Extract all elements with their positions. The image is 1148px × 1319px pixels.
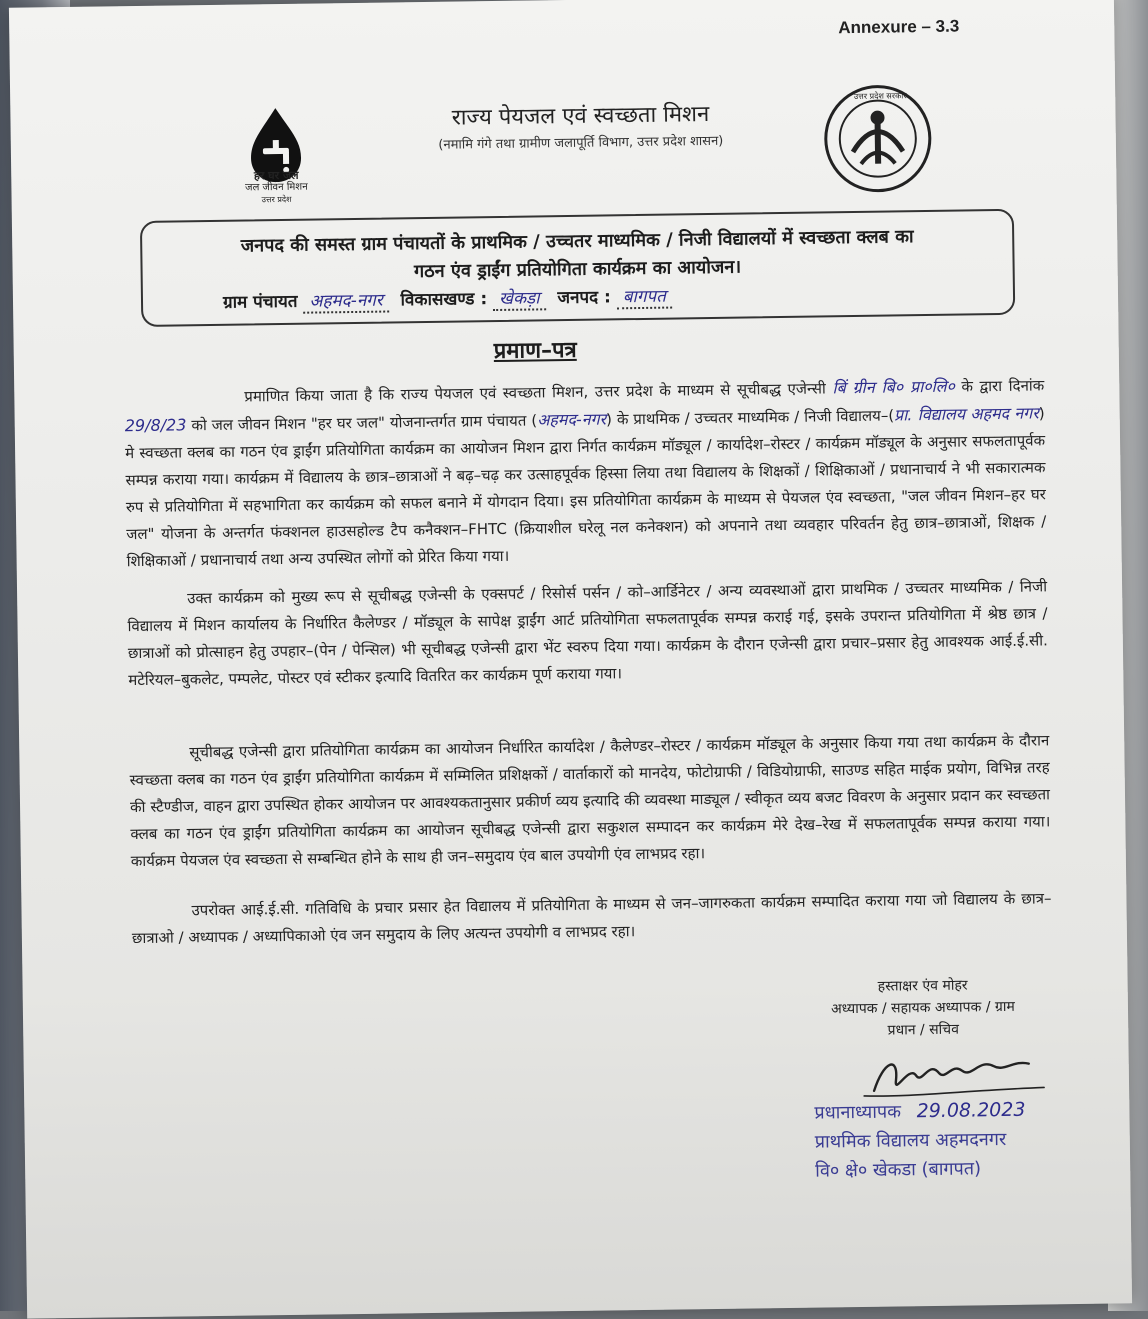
gram-panchayat-label: ग्राम पंचायत: [222, 291, 298, 313]
mission-subtitle: (नमामि गंगे तथा ग्रामीण जलापूर्ति विभाग, उत्तर प्रदेश शासन): [438, 133, 724, 153]
stamp-block-district: वि० क्षे० खेकडा (बागपत): [815, 1158, 982, 1182]
logo-line-jal-jeevan: जल जीवन मिशन: [245, 181, 308, 194]
p1-handwritten-gram: अहमद-नगर: [536, 409, 607, 430]
banner-line-1: जनपद की समस्त ग्राम पंचायतों के प्राथमिक / उच्चतर माध्यमिक / निजी विद्यालयों में स्वच्छता क्लब का: [240, 226, 914, 257]
signature-line-2: अध्यापक / सहायक अध्यापक / ग्राम: [830, 998, 1015, 1018]
p1-text-e: ) मे स्वच्छता क्लब का गठन एंव ड्राईंग प्रतियोगिता कार्यक्रम का आयोजन मिशन द्वारा निर्गत कार्यक्रम मॉड्यूल / कार्यादेश–रोस्टर / कार्यक्रम मॉड्यूल के अनुसार सफलतापूर्वक सम्पन्न कराया गया। कार्यक्रम में विद्यालय के छात्र–छात्राओं ने बढ़–चढ़ कर उत्साहपूर्वक हिस्सा लिया तथा विद्यालय के शिक्षकों / शिक्षिकाओं / प्रधानाचार्य ने भी सकारात्मक रुप से प्रतियोगिता में सहभागिता कर कार्यक्रम को सफल बनाने में योगदान दिया। इस प्रतियोगिता कार्यक्रम के माध्यम से पेयजल एंव स्वच्छता, "जल जीवन मिशन–हर घर जल" योजना के अन्तर्गत फंक्शनल हाउसहोल्ड टैप कनैक्शन–FHTC (क्रियाशील घरेलू नल कनेक्शन) को अपनाने तथा व्यवहार परिवर्तन हेतु छात्र–छात्राओं, शिक्षक / शिक्षिकाओं / प्रधानाचार्य तथा अन्य उपस्थित लोगों को प्रेरित किया गया।: [125, 404, 1047, 571]
subject-banner: [140, 209, 1015, 327]
jal-jeevan-mission-logo: [220, 105, 331, 207]
annexure-label: Annexure – 3.3: [838, 16, 960, 38]
certificate-page: [9, 0, 1132, 1319]
stamp-designation: प्रधानाध्यापक: [814, 1101, 902, 1124]
stamp-school-name: प्राथमिक विद्यालय अहमदनगर: [814, 1128, 1007, 1153]
p1-handwritten-agency: बिं ग्रीन बि० प्रा०लि०: [832, 376, 956, 398]
vikaskhand-value: खेकड़ा: [498, 288, 540, 309]
paragraph-3: सूचीबद्ध एजेन्सी द्वारा प्रतियोगिता कार्यक्रम का आयोजन निर्धारित कार्यादेश / कैलेण्डर–रोस्टर / कार्यक्रम मॉड्यूल के अनुसार किया गया तथा कार्यक्रम के दौरान स्वच्छता क्लब का गठन एंव ड्राईंग प्रतियोगिता कार्यक्रम में सम्मिलित प्रशिक्षकों / वार्ताकारों को मानदेय, फोटोग्राफी / विडियोग्राफी, साउण्ड सहित माईक प्रयोग, विभिन्न तरह की स्टैण्डीज, वाहन द्वारा उपस्थित होकर आयोजन पर आवश्यकतानुसार प्रकीर्ण व्यय इत्यादि की व्यवस्था माड्यूल / स्वीकृत व्यय बजट विवरण के अनुसार प्रदान कर स्वच्छता क्लब का गठन एंव ड्राईंग प्रतियोगिता कार्यक्रम का आयोजन सूचीबद्ध एजेन्सी द्वारा सकुशल सम्पादन कर कार्यक्रम मेरे देख–रेख में सफलतापूर्वक सम्पन्न कराया गया। कार्यक्रम पेयजल एंव स्वच्छता से सम्बन्धित होने के साथ ही जन–समुदाय एंव बाल उपयोगी एंव लाभप्रद रहा।: [129, 731, 1051, 871]
p1-text-a: प्रमाणित किया जाता है कि राज्य पेयजल एवं स्वच्छता मिशन, उत्तर प्रदेश के माध्यम से सूचीबद्ध एजेन्सी: [244, 379, 826, 406]
school-stamp: [814, 1095, 1105, 1186]
banner-location-line: [223, 284, 672, 315]
stamp-date: 29.08.2023: [916, 1098, 1026, 1123]
signature-line-3: प्रधान / सचिव: [887, 1021, 960, 1039]
p1-handwritten-date: 29/8/23: [124, 415, 187, 436]
p1-text-c: को जल जीवन मिशन "हर घर जल" योजनान्तर्गत ग्राम पंचायत (: [191, 411, 538, 435]
banner-line-2: गठन एंव ड्राईंग प्रतियोगिता कार्यक्रम का आयोजन।: [413, 256, 742, 283]
signature-line-1: हस्ताक्षर एंव मोहर: [877, 977, 968, 995]
certificate-title: प्रमाण–पत्र: [493, 337, 577, 365]
janpad-label: जनपद :: [557, 287, 612, 309]
paragraph-1: [124, 371, 1047, 575]
paragraph-2: उक्त कार्यक्रम को मुख्य रूप से सूचीबद्ध एजेन्सी के एक्सपर्ट / रिसोर्स पर्सन / को–आर्डिनेटर / अन्य व्यवस्थाओं द्वारा प्राथमिक / उच्चतर माध्यमिक / निजी विद्यालय में मिशन कार्यालय के निर्धारित कैलेण्डर / मॉड्यूल के सापेक्ष ड्राईंग आर्ट प्रतियोगिता सफलतापूर्वक सम्पन्न कराई गई, इसके उपरान्त प्रतियोगिता में श्रेष्ठ छात्र / छात्राओं को प्रोत्साहन हेतु उपहार–(पेन / पेन्सिल) भी सूचीबद्ध एजेन्सी द्वारा भेंट स्वरुप दिया गया। कार्यक्रम के दौरान एजेन्सी द्वारा प्रचार–प्रसार हेतु आवश्यक आई.ई.सी. मटेरियल–बुकलेट, पम्पलेट, पोस्टर एवं स्टीकर इत्यादि वितरित कर कार्यक्रम पूर्ण कराया गया।: [127, 577, 1048, 690]
p1-text-d: ) के प्राथमिक / उच्चतर माध्यमिक / निजी विद्यालय–(: [605, 406, 895, 429]
emblem-text: उत्तर प्रदेश सरकार: [853, 91, 907, 101]
signature-instructions: [793, 973, 1054, 1043]
janpad-value: बागपत: [622, 286, 666, 308]
gram-panchayat-value: अहमद-नगर: [309, 290, 383, 312]
logo-line-har-ghar-jal: हर घर जल: [253, 168, 299, 183]
mission-title: राज्य पेयजल एवं स्वच्छता मिशन: [451, 102, 710, 131]
paragraph-4: उपरोक्त आई.ई.सी. गतिविधि के प्रचार प्रसार हेत विद्यालय में प्रतियोगिता के माध्यम से जन–जागरुकता कार्यक्रम सम्पादित कराया गया जो विद्यालय के छात्र–छात्राओ / अध्यापक / अध्यापिकाओ एंव जन समुदाय के लिए अत्यन्त उपयोगी व लाभप्रद रहा।: [131, 889, 1052, 948]
p1-handwritten-school: प्रा. विद्यालय अहमद नगर: [893, 403, 1039, 425]
vikaskhand-label: विकासखण्ड :: [400, 289, 488, 311]
p1-text-b: के द्वारा दिनांक: [961, 376, 1045, 396]
logo-line-up: उत्तर प्रदेश: [261, 194, 292, 205]
up-government-emblem: [820, 81, 937, 198]
